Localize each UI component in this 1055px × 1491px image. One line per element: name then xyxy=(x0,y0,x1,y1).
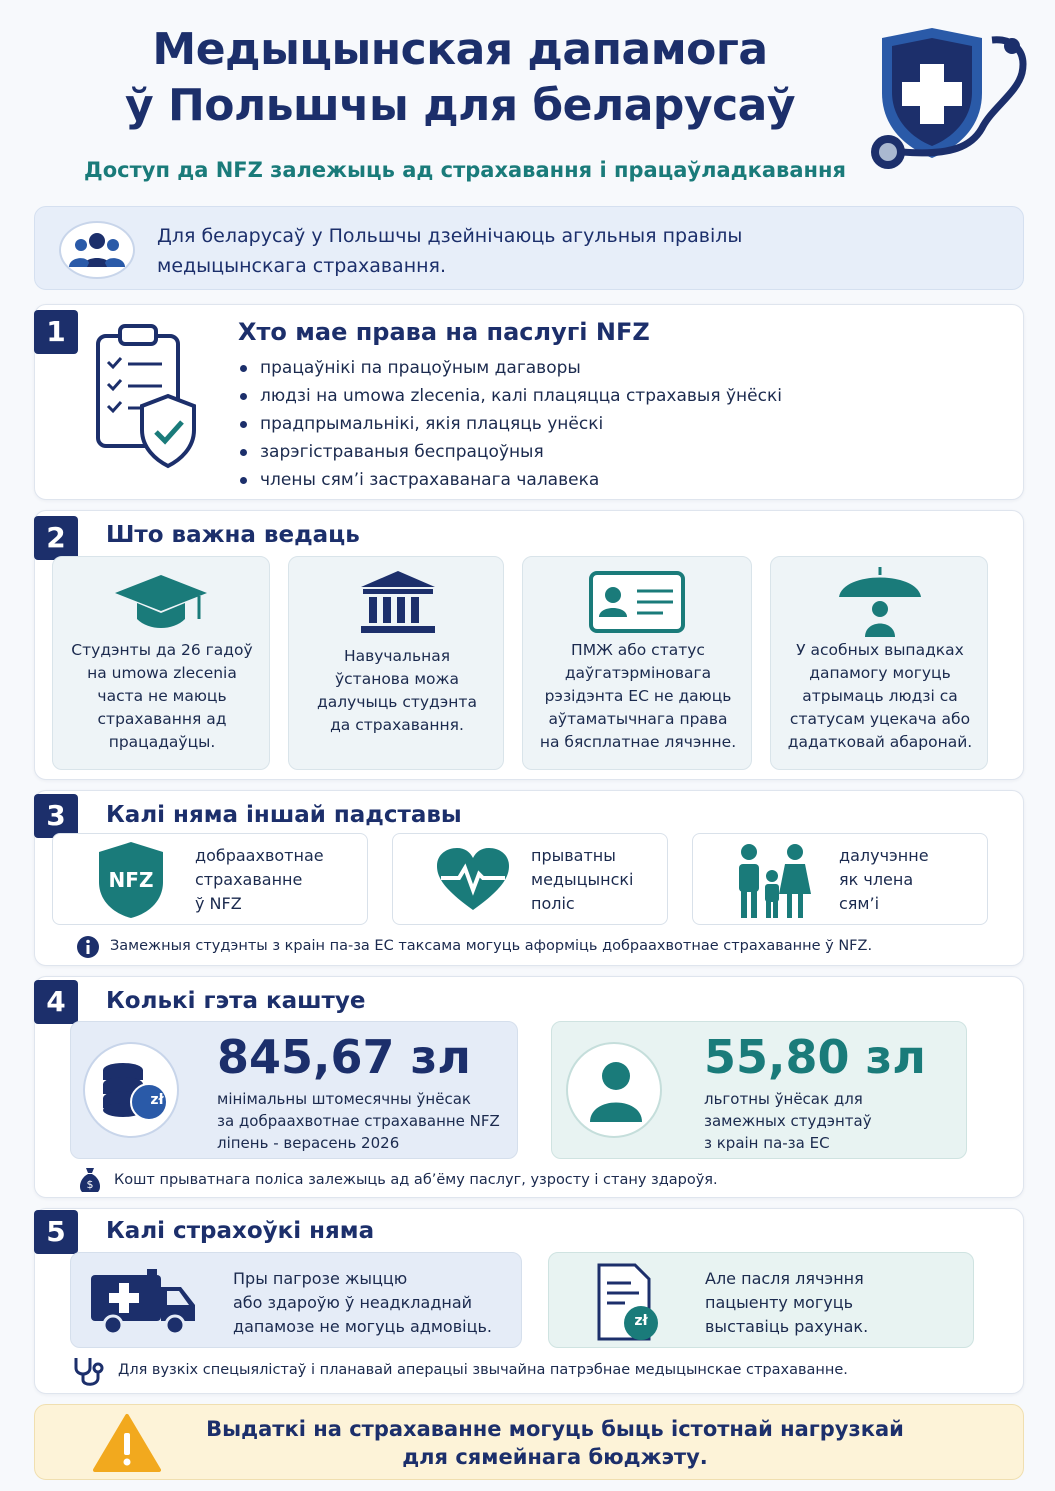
person-circle xyxy=(566,1042,662,1138)
tile-text xyxy=(775,639,985,754)
tile-students xyxy=(52,556,270,770)
list-item: працаўнікі па працоўным дагаворы xyxy=(238,354,998,382)
university-building-icon xyxy=(359,569,437,635)
list-item: прадпрымальнікі, якія плацяць унёскі xyxy=(238,410,998,438)
tile-line: працадаўцы. xyxy=(108,733,216,751)
tile-line: рэзідэнта ЕС не даюць xyxy=(544,687,732,705)
section-5-note: Для вузкіх спецыялістаў і планавай аперацыі звычайна патрэбнае медыцынскае страхаванне. xyxy=(118,1362,848,1378)
family-icon xyxy=(733,842,813,920)
warning-line-2: для сямейнага бюджэту. xyxy=(402,1445,708,1469)
emergency-line: або здароўю ў неадкладнай xyxy=(233,1293,473,1312)
tile-line: статусам уцекача або xyxy=(789,710,971,728)
option-text xyxy=(531,844,665,916)
people-group-icon xyxy=(61,223,133,277)
tile-line: ўстанова можа xyxy=(334,670,460,688)
tile-text xyxy=(57,639,267,754)
id-card-icon xyxy=(589,571,685,633)
cost-nfz-amount: 845,67 зл xyxy=(217,1030,471,1084)
ambulance-icon xyxy=(89,1267,199,1337)
intro-banner xyxy=(34,206,1024,290)
warning-text xyxy=(175,1415,935,1471)
bill-line: Але пасля лячэння xyxy=(705,1269,864,1288)
tile-line: на umowa zlecenia xyxy=(87,664,237,682)
nfz-badge-text: NFZ xyxy=(108,868,154,892)
tile-line: Студэнты да 26 гадоў xyxy=(71,641,253,659)
title-line-1: Медыцынская дапамога xyxy=(152,24,768,75)
option-nfz xyxy=(52,833,368,925)
heart-pulse-icon xyxy=(435,846,511,912)
coins-zloty-icon xyxy=(97,1060,169,1122)
section-2-number: 2 xyxy=(34,516,78,560)
tile-line: страхавання ад xyxy=(97,710,227,728)
invoice-coin-label: zł xyxy=(634,1313,648,1329)
section-3-note: Замежныя студэнты з краін па-за ЕС таксама могуць аформіць добраахвотнае страхаванне ў NFZ. xyxy=(110,938,873,954)
option-line: сям’і xyxy=(839,894,880,913)
bill-line: пацыенту могуць xyxy=(705,1293,854,1312)
list-item: людзі на umowa zlecenia, калі плацяцца страхавыя ўнёскі xyxy=(238,382,998,410)
tile-line: ПМЖ або статус xyxy=(571,641,705,659)
section-3-title: Калі няма іншай падставы xyxy=(106,802,462,828)
bill-line: выставіць рахунак. xyxy=(705,1317,869,1336)
cost-line: замежных студэнтаў xyxy=(704,1112,872,1130)
intro-text-line-2: медыцынскага страхавання. xyxy=(157,255,447,277)
section-4-title: Колькі гэта каштуе xyxy=(106,988,366,1014)
warning-banner xyxy=(34,1404,1024,1480)
clipboard-shield-check-icon xyxy=(92,322,204,472)
tile-line: атрымаць людзі са xyxy=(802,687,958,705)
list-item: члены сям’і застрахаванага чалавека xyxy=(238,466,998,494)
tile-line: да страхавання. xyxy=(330,716,464,734)
cost-line: ліпень - верасень 2026 xyxy=(217,1134,400,1152)
cost-line: мінімальны штомесячны ўнёсак xyxy=(217,1090,471,1108)
bill-text xyxy=(705,1267,971,1339)
section-1-list xyxy=(238,354,998,494)
invoice-zloty-icon xyxy=(595,1263,661,1343)
shield-cross-stethoscope-icon xyxy=(862,28,1032,178)
tile-line: даўгатэрміновага xyxy=(564,664,712,682)
section-5-title: Калі страхоўкі няма xyxy=(106,1218,375,1244)
option-family xyxy=(692,833,988,925)
option-line: поліс xyxy=(531,894,575,913)
section-4-note: Кошт прыватнага поліса залежыць ад аб’ёму паслуг, узросту і стану здароўя. xyxy=(114,1172,718,1188)
option-line: добраахвотнае xyxy=(195,846,324,865)
page-title xyxy=(100,22,820,134)
section-2-title: Што важна ведаць xyxy=(106,522,360,548)
option-line: ў NFZ xyxy=(195,894,242,913)
option-line: медыцынскі xyxy=(531,870,634,889)
section-1-number: 1 xyxy=(34,310,78,354)
option-text xyxy=(195,844,365,916)
option-line: страхаванне xyxy=(195,870,303,889)
tile-line: дапамогу могуць xyxy=(809,664,951,682)
tile-line: Навучальная xyxy=(343,647,451,665)
emergency-line: Пры пагрозе жыццю xyxy=(233,1269,408,1288)
cost-line: льготны ўнёсак для xyxy=(704,1090,863,1108)
list-item: зарэгістраваныя беспрацоўныя xyxy=(238,438,998,466)
cost-students-desc xyxy=(704,1088,964,1154)
coins-circle xyxy=(83,1042,179,1138)
warning-triangle-icon xyxy=(93,1413,161,1473)
emergency-line: дапамозе не могуць адмовіць. xyxy=(233,1317,492,1336)
tile-residence xyxy=(522,556,752,770)
svg-text:$: $ xyxy=(86,1178,94,1191)
emergency-text xyxy=(233,1267,519,1339)
tile-line: далучыць студэнта xyxy=(317,693,477,711)
section-5-number: 5 xyxy=(34,1210,78,1254)
section-1-title: Хто мае права на паслугі NFZ xyxy=(238,318,650,346)
option-private xyxy=(392,833,668,925)
cost-nfz-box xyxy=(70,1021,518,1159)
tile-line: У асобных выпадках xyxy=(796,641,964,659)
coin-label: zł xyxy=(150,1092,164,1108)
option-line: як члена xyxy=(839,870,914,889)
cost-line: за добраахвотнае страхаванне NFZ xyxy=(217,1112,500,1130)
option-text xyxy=(839,844,985,916)
money-bag-icon xyxy=(78,1166,102,1194)
section-3-number: 3 xyxy=(34,794,78,838)
cost-line: з краін па-за ЕС xyxy=(704,1134,830,1152)
tile-refugee xyxy=(770,556,988,770)
cost-nfz-desc xyxy=(217,1088,517,1154)
title-line-2: ў Польшчы для беларусаў xyxy=(124,80,796,131)
page-subtitle: Доступ да NFZ залежыць ад страхавання і працаўладкавання xyxy=(84,158,846,182)
tile-line: дадатковай абаронай. xyxy=(787,733,973,751)
cost-students-box xyxy=(551,1021,967,1159)
graduation-cap-icon xyxy=(113,571,209,633)
intro-text xyxy=(157,221,917,281)
intro-icon-circle xyxy=(59,221,135,279)
warning-line-1: Выдаткі на страхаванне могуць быць істотнай нагрузкай xyxy=(206,1417,904,1441)
option-line: далучэнне xyxy=(839,846,929,865)
tile-line: аўтаматычнага права xyxy=(548,710,728,728)
option-line: прыватны xyxy=(531,846,616,865)
tile-university xyxy=(288,556,504,770)
info-icon xyxy=(76,935,100,959)
bill-box xyxy=(548,1252,974,1348)
stethoscope-icon xyxy=(72,1356,106,1388)
tile-line: часта не маюць xyxy=(97,687,227,705)
emergency-box xyxy=(70,1252,522,1348)
tile-text xyxy=(527,639,749,754)
tile-text xyxy=(293,645,501,737)
umbrella-person-icon xyxy=(835,563,925,639)
tile-line: на бясплатнае лячэнне. xyxy=(539,733,737,751)
intro-text-line-1: Для беларусаў у Польшчы дзейнічаюць агульныя правілы xyxy=(157,225,743,247)
section-4-number: 4 xyxy=(34,980,78,1024)
cost-students-amount: 55,80 зл xyxy=(704,1030,926,1084)
person-icon xyxy=(586,1058,646,1124)
